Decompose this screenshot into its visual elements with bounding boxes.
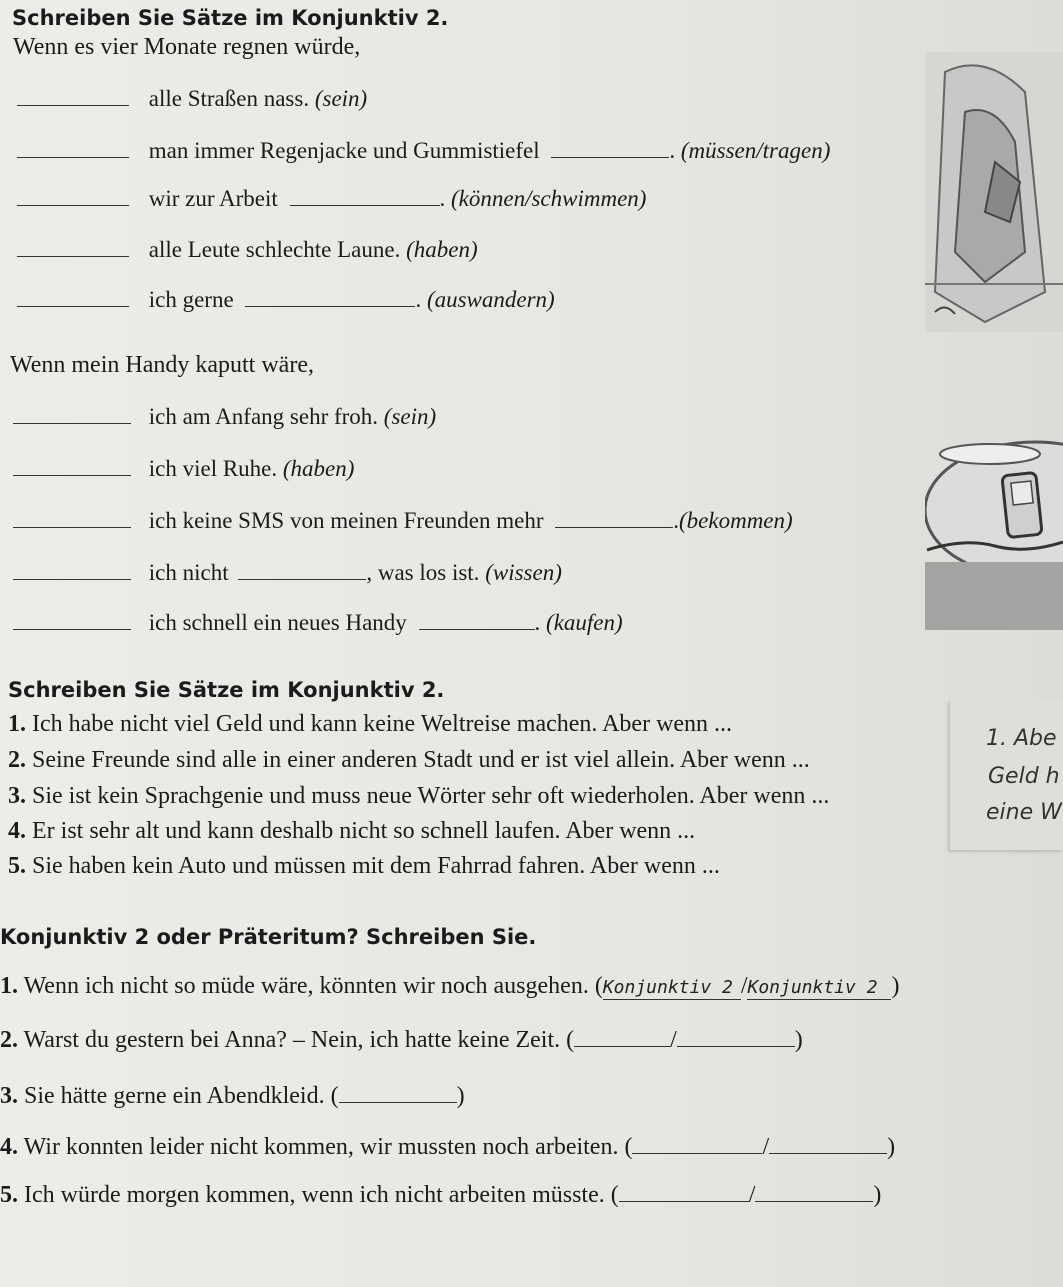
- rain-illustration: [925, 52, 1063, 332]
- answer-blank[interactable]: [290, 204, 440, 206]
- answer-blank[interactable]: [419, 628, 535, 630]
- section1-heading: Schreiben Sie Sätze im Konjunktiv 2.: [12, 6, 449, 30]
- answer-blank[interactable]: [13, 526, 131, 528]
- answer-blank[interactable]: [574, 1045, 670, 1047]
- answer-blank[interactable]: [245, 305, 415, 307]
- answer-blank[interactable]: [619, 1200, 749, 1202]
- answer-blank[interactable]: [238, 578, 366, 580]
- answer-blank[interactable]: [17, 255, 129, 257]
- section2-item-1: 1. Ich habe nicht viel Geld und kann keine Weltreise machen. Aber wenn ...: [8, 711, 733, 737]
- answer-blank[interactable]: [769, 1152, 887, 1154]
- section2-item-3: 3. Sie ist kein Sprachgenie und muss neue Wörter sehr oft wiederholen. Aber wenn ...: [8, 783, 830, 809]
- group2-row-3: ich keine SMS von meinen Freunden mehr .(bekommen): [13, 508, 793, 534]
- group1-row-5: ich gerne . (auswandern): [17, 287, 555, 313]
- answer-blank[interactable]: [755, 1200, 873, 1202]
- answer-blank[interactable]: [632, 1152, 762, 1154]
- section3-item-4: 4. Wir konnten leider nicht kommen, wir mussten noch arbeiten. ( / ): [0, 1134, 896, 1160]
- section3-item-3: 3. Sie hätte gerne ein Abendkleid. ( ): [0, 1083, 465, 1109]
- sticky-note: 1. Abe Geld h eine W: [950, 700, 1063, 850]
- group1-row-4: alle Leute schlechte Laune. (haben): [17, 237, 478, 263]
- answer-blank[interactable]: [17, 204, 129, 206]
- answer-blank[interactable]: [13, 422, 131, 424]
- answer-blank[interactable]: [13, 628, 131, 630]
- answer-blank[interactable]: [551, 156, 669, 158]
- answer-blank[interactable]: [13, 474, 131, 476]
- answer-field[interactable]: Konjunktiv 2: [747, 977, 891, 1000]
- group1-row-3: wir zur Arbeit . (können/schwimmen): [17, 186, 646, 212]
- group2-intro: Wenn mein Handy kaputt wäre,: [10, 352, 314, 378]
- answer-blank[interactable]: [555, 526, 673, 528]
- group1-row-1: alle Straßen nass. (sein): [17, 86, 367, 112]
- group2-row-2: ich viel Ruhe. (haben): [13, 456, 354, 482]
- section3-item-1: 1. Wenn ich nicht so müde wäre, könnten wir noch ausgehen. (Konjunktiv 2 /Konjunktiv 2 ): [0, 973, 900, 999]
- group2-row-1: ich am Anfang sehr froh. (sein): [13, 404, 436, 430]
- section3-heading: Konjunktiv 2 oder Präteritum? Schreiben Sie.: [0, 925, 537, 949]
- phone-fishbowl-illustration: [925, 430, 1063, 630]
- answer-blank[interactable]: [17, 104, 129, 106]
- section2-heading: Schreiben Sie Sätze im Konjunktiv 2.: [8, 678, 445, 702]
- section3-item-5: 5. Ich würde morgen kommen, wenn ich nicht arbeiten müsste. ( / ): [0, 1182, 882, 1208]
- group2-row-5: ich schnell ein neues Handy . (kaufen): [13, 610, 623, 636]
- answer-blank[interactable]: [677, 1045, 795, 1047]
- group1-intro: Wenn es vier Monate regnen würde,: [13, 34, 361, 60]
- answer-blank[interactable]: [17, 305, 129, 307]
- section2-item-2: 2. Seine Freunde sind alle in einer anderen Stadt und er ist viel allein. Aber wenn ...: [8, 747, 810, 773]
- answer-blank[interactable]: [17, 156, 129, 158]
- answer-blank[interactable]: [339, 1101, 457, 1103]
- section2-item-5: 5. Sie haben kein Auto und müssen mit dem Fahrrad fahren. Aber wenn ...: [8, 853, 720, 879]
- group1-row-2: man immer Regenjacke und Gummistiefel . (müssen/tragen): [17, 138, 830, 164]
- group2-row-4: ich nicht , was los ist. (wissen): [13, 560, 562, 586]
- section3-item-2: 2. Warst du gestern bei Anna? – Nein, ich hatte keine Zeit. ( / ): [0, 1027, 803, 1053]
- section2-item-4: 4. Er ist sehr alt und kann deshalb nicht so schnell laufen. Aber wenn ...: [8, 818, 696, 844]
- answer-blank[interactable]: [13, 578, 131, 580]
- answer-field[interactable]: Konjunktiv 2: [603, 977, 741, 1000]
